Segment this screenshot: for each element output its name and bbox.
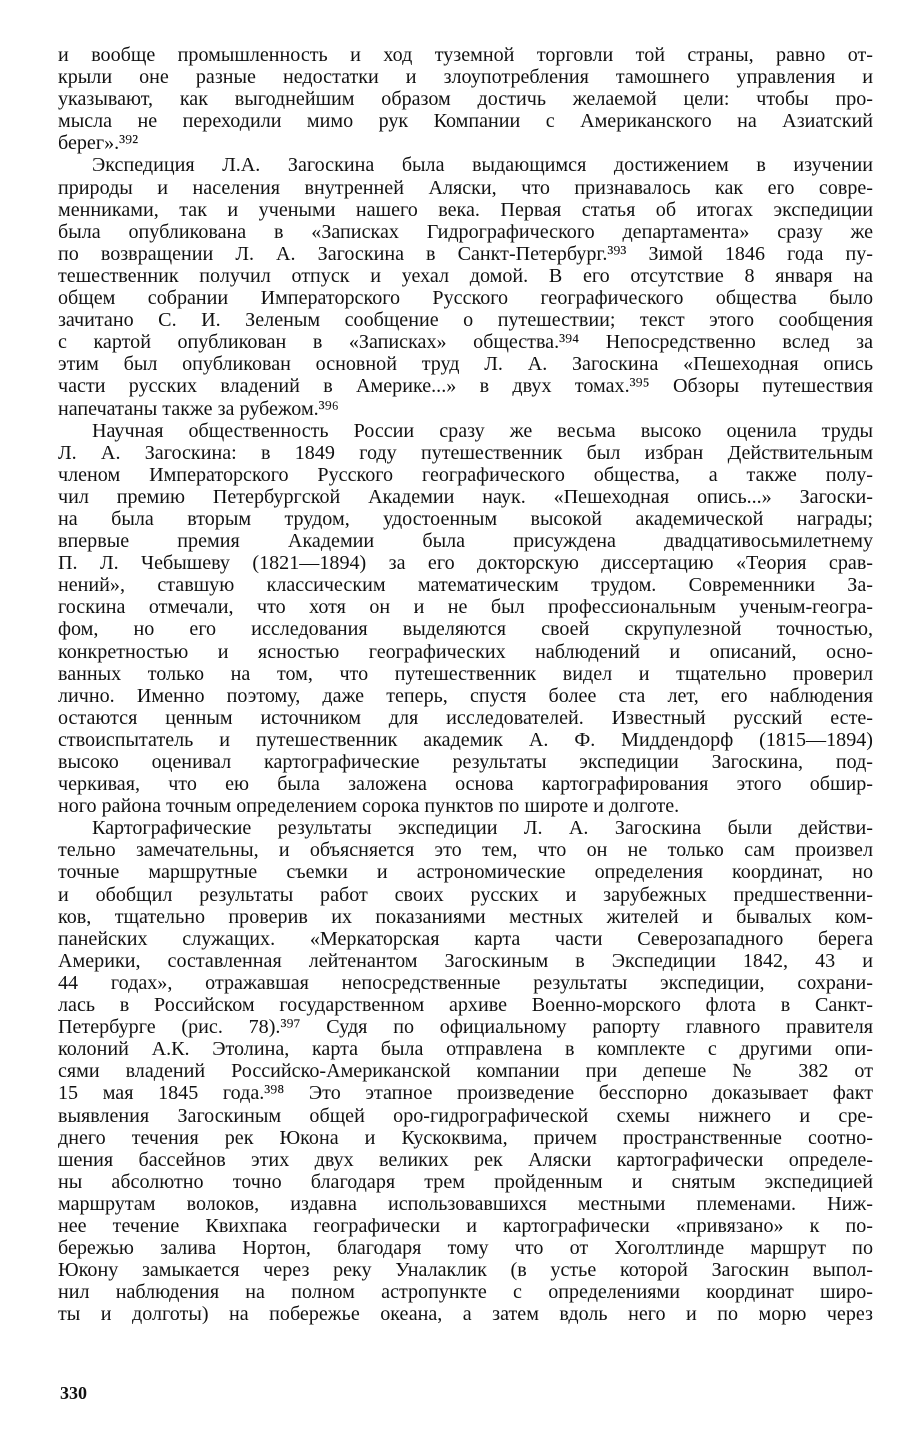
text-line: на была вторым трудом, удостоенным высокой академической награды; [58,507,873,530]
text-line: 44 годах», отражавшая непосредственные результаты экспедиции, сохрани- [58,971,873,994]
text-line: Америки, составленная лейтенантом Загоскиным в Экспедиции 1842, 43 и [58,949,873,972]
text-line: этим был опубликован основной труд Л. А. Загоскина «Пешеходная опись [58,353,873,376]
paragraph-expedition [58,154,873,419]
text-line: природы и населения внутренней Аляски, что признавалось как его совре- [58,176,873,199]
text-line: ванных только на том, что путешественник видел и тщательно проверил [58,662,873,685]
text-line: впервые премия Академии была присуждена двадцативосьмилетнему [58,530,873,553]
text-line: Л. А. Загоскина: в 1849 году путешественник был избран Действительным [58,441,873,464]
text-line: напечатаны также за рубежом.³⁹⁶ [58,397,339,420]
text-line: лась в Российском государственном архиве Военно-морского флота в Санкт- [58,994,873,1017]
text-line: бережью залива Нортон, благодаря тому что от Хоголтлинде маршрут по [58,1237,873,1260]
text-line: фом, но его исследования выделяются своей скрупулезной точностью, [58,618,873,641]
text-line: чил премию Петербургской Академии наук. «Пешеходная опись...» Загоски- [58,485,873,508]
text-line: крыли оне разные недостатки и злоупотребления тамошнего управления и [58,66,873,89]
text-line: с картой опубликован в «Записках» общества.³⁹⁴ Непосредственно вслед за [58,331,873,354]
text-line: нил наблюдения на полном астропункте с определениями координат широ- [58,1281,873,1304]
paragraph-cartography [58,817,873,1325]
text-line: конкретностью и ясностью географических наблюдений и описаний, осно- [58,640,873,663]
text-line: и обобщил результаты работ своих русских и зарубежных предшественни- [58,883,873,906]
paragraph-recognition [58,420,873,818]
text-line: точные маршрутные съемки и астрономические определения координат, но [58,861,873,884]
text-line: по возвращении Л. А. Загоскина в Санкт-Петербург.³⁹³ Зимой 1846 года пу- [58,242,873,265]
text-line: менниками, так и учеными нашего века. Первая статья об итогах экспедиции [58,198,873,221]
text-line: колоний А.К. Этолина, карта была отправлена в комплекте с другими опи- [58,1038,873,1061]
text-line: шения бассейнов этих двух великих рек Аляски картографически определе- [58,1148,873,1171]
text-line: части русских владений в Америке...» в двух томах.³⁹⁵ Обзоры путешествия [58,375,873,398]
text-line: остаются ценным источником для исследователей. Известный русский есте- [58,706,873,729]
text-line: Научная общественность России сразу же весьма высоко оценила труды [92,419,873,442]
text-line: П. Л. Чебышеву (1821—1894) за его докторскую диссертацию «Теория срав- [58,552,873,575]
text-line: госкина отмечали, что хотя он и не был профессиональным ученым-геогра- [58,596,873,619]
text-line: зачитано С. И. Зеленым сообщение о путешествии; текст этого сообщения [58,309,873,332]
text-line: тельно замечательны, и объясняется это тем, что он не только сам произвел [58,839,873,862]
text-line: ного района точным определением сорока пунктов по широте и долготе. [58,795,680,818]
page-body [58,44,873,1325]
text-line: нее течение Квихпака географически и картографически «привязано» к по- [58,1214,873,1237]
text-line: 15 мая 1845 года.³⁹⁸ Это этапное произведение бесспорно доказывает факт [58,1082,873,1105]
text-line: днего течения рек Юкона и Кускоквима, причем пространственные соотно- [58,1126,873,1149]
text-line: была опубликована в «Записках Гидрографического департамента» сразу же [58,220,873,243]
text-line: Петербурге (рис. 78).³⁹⁷ Судя по официальному рапорту главного правителя [58,1016,873,1039]
text-line: ты и долготы) на побережье океана, а затем вдоль него и по морю через [58,1303,873,1326]
paragraph-continuation [58,44,873,154]
text-line: ков, тщательно проверив их показаниями местных жителей и бывалых ком- [58,905,873,928]
text-line: лично. Именно поэтому, даже теперь, спустя более ста лет, его наблюдения [58,684,873,707]
text-line: панейских служащих. «Меркаторская карта части Северозападного берега [58,927,873,950]
text-line: высоко оценивал картографические результаты экспедиции Загоскина, под- [58,751,873,773]
text-line: указывают, как выгоднейшим образом достичь желаемой цели: чтобы про- [58,88,873,111]
text-line: нений», ставшую классическим математическим трудом. Современники За- [58,574,873,597]
text-line: черкивая, что ею была заложена основа картографирования этого обшир- [58,773,873,796]
text-line: ствоиспытатель и путешественник академик А. Ф. Миддендорф (1815—1894) [58,728,873,751]
text-line: и вообще промышленность и ход туземной торговли той страны, равно от- [58,44,873,66]
page-number: 330 [60,1383,87,1403]
text-line: мысла не переходили мимо рук Компании с Американского на Азиатский [58,110,873,133]
text-line: тешественник получил отпуск и уехал домой. В его отсутствие 8 января на [58,264,873,287]
text-line: маршрутам волоков, издавна использовавшихся местными племенами. Ниж- [58,1192,873,1215]
text-line: сями владений Российско-Американской компании при депеше № 382 от [58,1060,873,1083]
text-line: Экспедиция Л.А. Загоскина была выдающимся достижением в изучении [92,154,873,177]
text-line: выявления Загоскиным общей оро-гидрографической схемы нижнего и сре- [58,1104,873,1127]
text-line: ны абсолютно точно благодаря трем пройденным и снятым экспедицией [58,1170,873,1193]
text-line: Юкону замыкается через реку Уналаклик (в устье которой Загоскин выпол- [58,1259,873,1282]
text-line: членом Императорского Русского географического общества, а также полу- [58,463,873,486]
text-line: общем собрании Императорского Русского географического общества было [58,287,873,310]
text-line: Картографические результаты экспедиции Л. А. Загоскина были действи- [92,817,873,840]
text-line: берег».³⁹² [58,132,139,155]
